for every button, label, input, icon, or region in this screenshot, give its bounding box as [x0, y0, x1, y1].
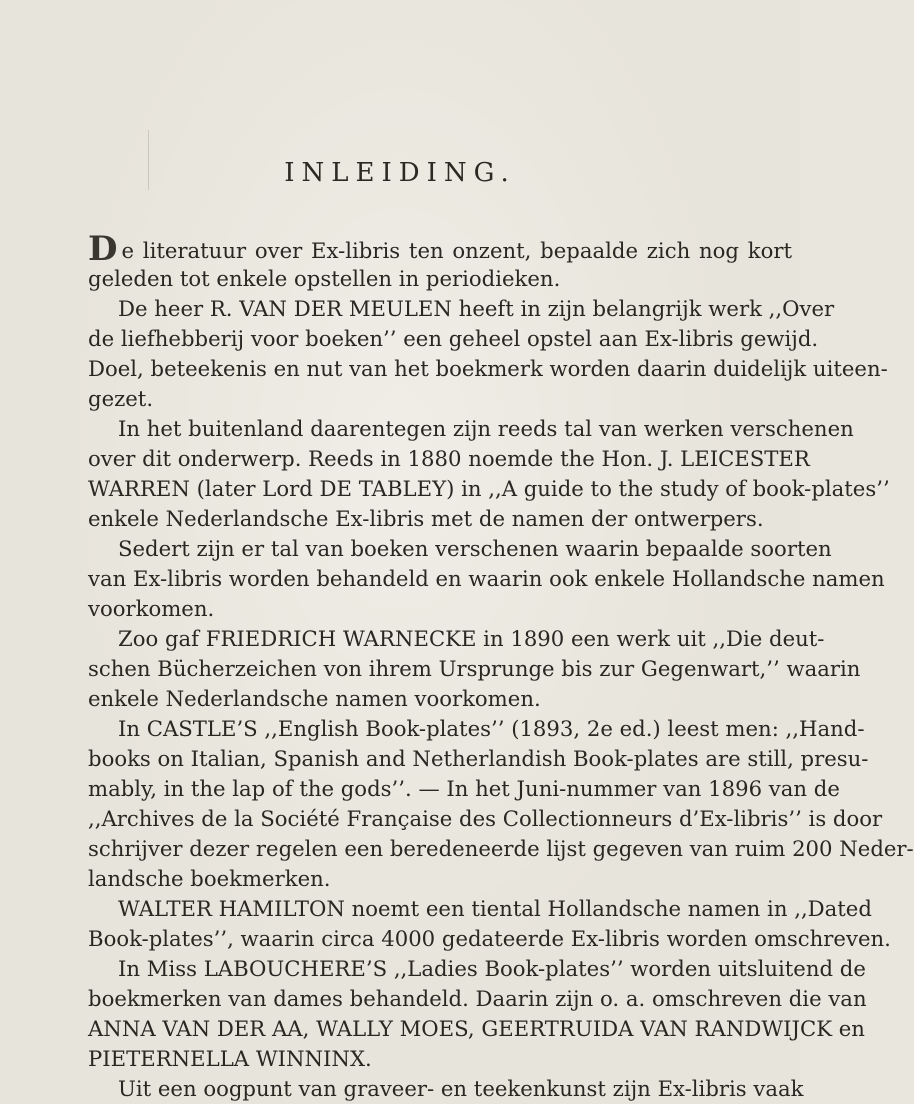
text-line: gezet. [88, 386, 154, 411]
text-line: Zoo gaf FRIEDRICH WARNECKE in 1890 een werk uit ,,Die deut- [118, 626, 825, 651]
text-line: books on Italian, Spanish and Netherlandish Book-plates are still, presu- [88, 746, 869, 771]
text-line: over dit onderwerp. Reeds in 1880 noemde the Hon. J. LEICESTER [88, 446, 810, 471]
text-line: van Ex-libris worden behandeld en waarin ook enkele Hollandsche namen [88, 566, 885, 591]
text-line: Doel, beteekenis en nut van het boekmerk worden daarin duidelijk uiteen- [88, 356, 888, 381]
text-line: enkele Nederlandsche namen voorkomen. [88, 686, 541, 711]
text-line: In CASTLE’S ,,English Book-plates’’ (1893, 2e ed.) leest men: ,,Hand- [118, 716, 865, 741]
text-line: Uit een oogpunt van graveer- en teekenkunst zijn Ex-libris vaak [118, 1076, 804, 1101]
text-line: boekmerken van dames behandeld. Daarin zijn o. a. omschreven die van [88, 986, 867, 1011]
text-line [88, 229, 792, 269]
text-line: enkele Nederlandsche Ex-libris met de namen der ontwerpers. [88, 506, 764, 531]
text-line: Sedert zijn er tal van boeken verschenen waarin bepaalde soorten [118, 536, 832, 561]
text-line: PIETERNELLA WINNINX. [88, 1046, 372, 1071]
text-line: mably, in the lap of the gods’’. — In het Juni-nummer van 1896 van de [88, 776, 840, 801]
text-line: schen Bücherzeichen von ihrem Ursprunge bis zur Gegenwart,’’ waarin [88, 656, 861, 681]
text-line: de liefhebberij voor boeken’’ een geheel opstel aan Ex-libris gewijd. [88, 326, 819, 351]
text-line: ANNA VAN DER AA, WALLY MOES, GEERTRUIDA VAN RANDWIJCK en [88, 1016, 865, 1041]
text-line: landsche boekmerken. [88, 866, 331, 891]
text-line: voorkomen. [88, 596, 215, 621]
text-line: De heer R. VAN DER MEULEN heeft in zijn belangrijk werk ,,Over [118, 296, 835, 321]
text-line: WARREN (later Lord DE TABLEY) in ,,A guide to the study of book-plates’’ [88, 476, 890, 501]
text-span: e literatuur over Ex-libris ten onzent, bepaalde zich nog kort [121, 238, 792, 263]
drop-cap-initial: D [88, 229, 118, 269]
text-line: WALTER HAMILTON noemt een tiental Hollandsche namen in ,,Dated [118, 896, 872, 921]
text-line: geleden tot enkele opstellen in periodieken. [88, 266, 561, 291]
page-title: INLEIDING. [284, 158, 516, 188]
text-line: In Miss LABOUCHERE’S ,,Ladies Book-plates’’ worden uitsluitend de [118, 956, 866, 981]
text-line: In het buitenland daarentegen zijn reeds tal van werken verschenen [118, 416, 854, 441]
text-line: Book-plates’’, waarin circa 4000 gedateerde Ex-libris worden omschreven. [88, 926, 891, 951]
text-line: schrijver dezer regelen een beredeneerde lijst gegeven van ruim 200 Neder- [88, 836, 914, 861]
text-line: ,,Archives de la Société Française des Collectionneurs d’Ex-libris’’ is door [88, 806, 883, 831]
